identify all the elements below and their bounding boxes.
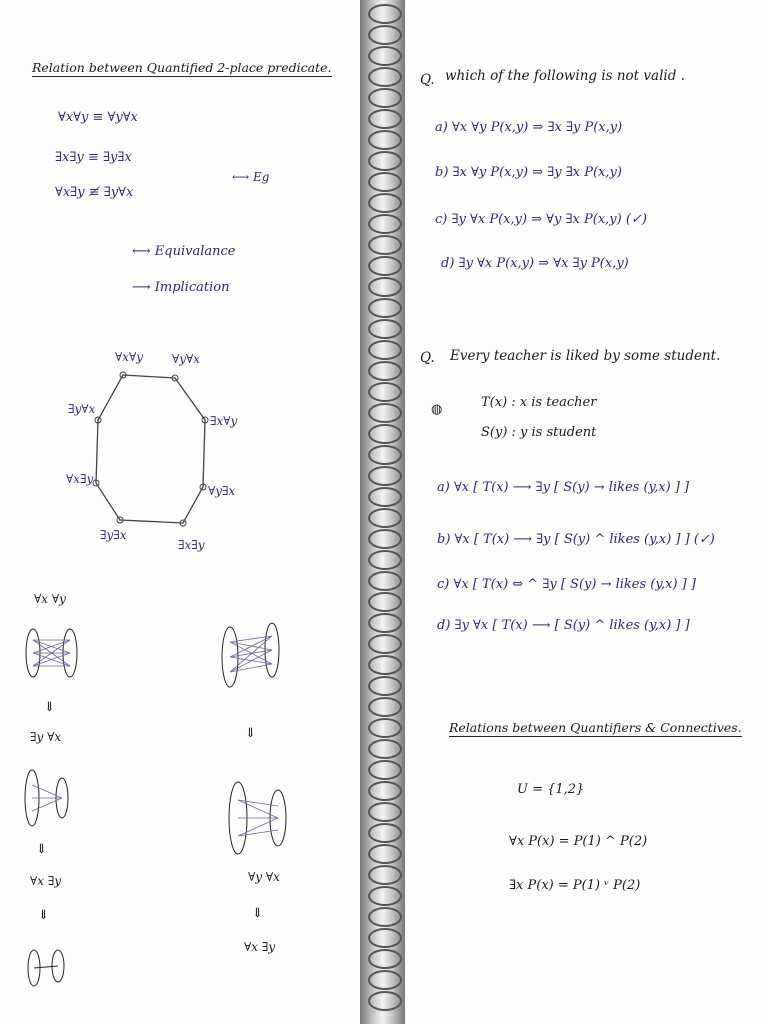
equation-forall-forall: ∀x∀y ≡ ∀y∀x [58, 110, 138, 125]
spiral-coil [368, 340, 402, 360]
spiral-coil [368, 25, 402, 45]
spiral-coil [368, 739, 402, 759]
legend-equivalence: ⟷ Equivalance [132, 244, 236, 259]
spiral-coil [368, 319, 402, 339]
q2-label: Q. [420, 350, 435, 366]
spiral-coil [368, 172, 402, 192]
down-arrow-a2: ⇓ [36, 842, 47, 857]
spiral-coil [368, 991, 402, 1011]
spiral-coil [368, 760, 402, 780]
q2-circle-marker: ◍ [431, 402, 443, 417]
spiral-coil [368, 550, 402, 570]
q2-option-b: b) ∀x [ T(x) ⟶ ∃y [ S(y) ^ likes (y,x) ] ] (✓) [437, 532, 715, 547]
spiral-coil [368, 529, 402, 549]
universe-definition: U = {1,2} [517, 782, 585, 797]
spiral-coil [368, 886, 402, 906]
octagon-label-8: ∃y∀x [68, 402, 96, 416]
spiral-coil [368, 130, 402, 150]
spiral-coil [368, 277, 402, 297]
spiral-coil [368, 46, 402, 66]
spiral-coil [368, 487, 402, 507]
spiral-coil [368, 4, 402, 24]
diagram-a-top-label: ∀x ∀y [34, 592, 66, 606]
relation-forall: ∀x P(x) = P(1) ^ P(2) [509, 834, 648, 849]
spiral-coil [368, 571, 402, 591]
left-page [0, 0, 360, 1024]
diagram-a-mid-label: ∃y ∀x [30, 730, 62, 744]
spiral-coil [368, 718, 402, 738]
spiral-coil [368, 844, 402, 864]
diagram-a-low-label: ∀x ∃y [30, 874, 62, 888]
spiral-coil [368, 802, 402, 822]
spiral-coil [368, 298, 402, 318]
octagon-label-1: ∀x∀y [115, 350, 144, 364]
spiral-coil [368, 613, 402, 633]
diagram-b-mid-label: ∀y ∀x [248, 870, 280, 884]
spiral-coil [368, 214, 402, 234]
spiral-coil [368, 466, 402, 486]
down-arrow-b2: ⇓ [252, 906, 263, 921]
octagon-label-4: ∀y∃x [208, 484, 236, 498]
diagram-b-low-label: ∀x ∃y [244, 940, 276, 954]
spiral-coil [368, 382, 402, 402]
spiral-coil [368, 907, 402, 927]
spiral-coil [368, 865, 402, 885]
spiral-coil [368, 424, 402, 444]
spiral-coil [368, 676, 402, 696]
q1-option-a: a) ∀x ∀y P(x,y) ⇒ ∃x ∃y P(x,y) [435, 120, 623, 135]
spiral-coil [368, 949, 402, 969]
equation-forall-exists: ∀x∃y ≢ ∃y∀x [55, 185, 134, 200]
octagon-label-7: ∀x∃y [66, 472, 94, 486]
q1-label: Q. [420, 72, 435, 88]
q2-option-d: d) ∃y ∀x [ T(x) ⟶ [ S(y) ^ likes (y,x) ] ] [437, 618, 690, 633]
octagon-label-6: ∃y∃x [100, 528, 127, 542]
q1-option-d: d) ∃y ∀x P(x,y) ⇒ ∀x ∃y P(x,y) [441, 256, 629, 271]
spiral-coil [368, 403, 402, 423]
spiral-coil [368, 361, 402, 381]
down-arrow-a1: ⇓ [44, 700, 55, 715]
spiral-coil [368, 823, 402, 843]
spiral-coil [368, 655, 402, 675]
q2-definition-teacher: T(x) : x is teacher [481, 395, 597, 410]
down-arrow-a3: ⇓ [38, 908, 49, 923]
spiral-coil [368, 235, 402, 255]
spiral-coil [368, 592, 402, 612]
section-title-quantifiers-connectives: Relations between Quantifiers & Connectives. [449, 720, 742, 735]
quantifier-octagon-diagram [0, 345, 360, 545]
q2-option-a: a) ∀x [ T(x) ⟶ ∃y [ S(y) → likes (y,x) ] ] [437, 480, 690, 495]
q1-option-c: c) ∃y ∀x P(x,y) ⇒ ∀y ∃x P(x,y) (✓) [435, 212, 647, 227]
q2-question: Every teacher is liked by some student. [450, 348, 721, 364]
spiral-coil [368, 193, 402, 213]
spiral-coil [368, 634, 402, 654]
spiral-coil [368, 256, 402, 276]
eg-mark: ⟷ Eg [232, 170, 270, 184]
spiral-coil [368, 67, 402, 87]
octagon-label-5: ∃x∃y [178, 538, 205, 552]
spiral-coil [368, 970, 402, 990]
spiral-coil [368, 109, 402, 129]
legend-implication: ⟶ Implication [132, 280, 230, 295]
octagon-label-2: ∀y∀x [172, 352, 201, 366]
spiral-coil [368, 697, 402, 717]
q1-question: which of the following is not valid . [445, 68, 685, 84]
down-arrow-b1: ⇓ [245, 726, 256, 741]
q2-option-c: c) ∀x [ T(x) ⇔ ^ ∃y [ S(y) → likes (y,x) ] ] [437, 577, 696, 592]
spiral-coil [368, 445, 402, 465]
spiral-coil [368, 781, 402, 801]
spiral-coil [368, 928, 402, 948]
equation-exists-exists: ∃x∃y ≡ ∃y∃x [55, 150, 132, 165]
spiral-coil [368, 151, 402, 171]
spiral-coil [368, 508, 402, 528]
spiral-coil [368, 88, 402, 108]
right-page [405, 0, 768, 1024]
relation-exists: ∃x P(x) = P(1) ᵛ P(2) [509, 878, 641, 893]
mapping-diagrams [0, 600, 360, 1020]
q1-option-b: b) ∃x ∀y P(x,y) ⇒ ∃y ∃x P(x,y) [435, 165, 622, 180]
q2-definition-student: S(y) : y is student [481, 425, 597, 440]
octagon-label-3: ∃x∀y [210, 414, 238, 428]
left-page-title: Relation between Quantified 2-place predicate. [32, 60, 332, 75]
